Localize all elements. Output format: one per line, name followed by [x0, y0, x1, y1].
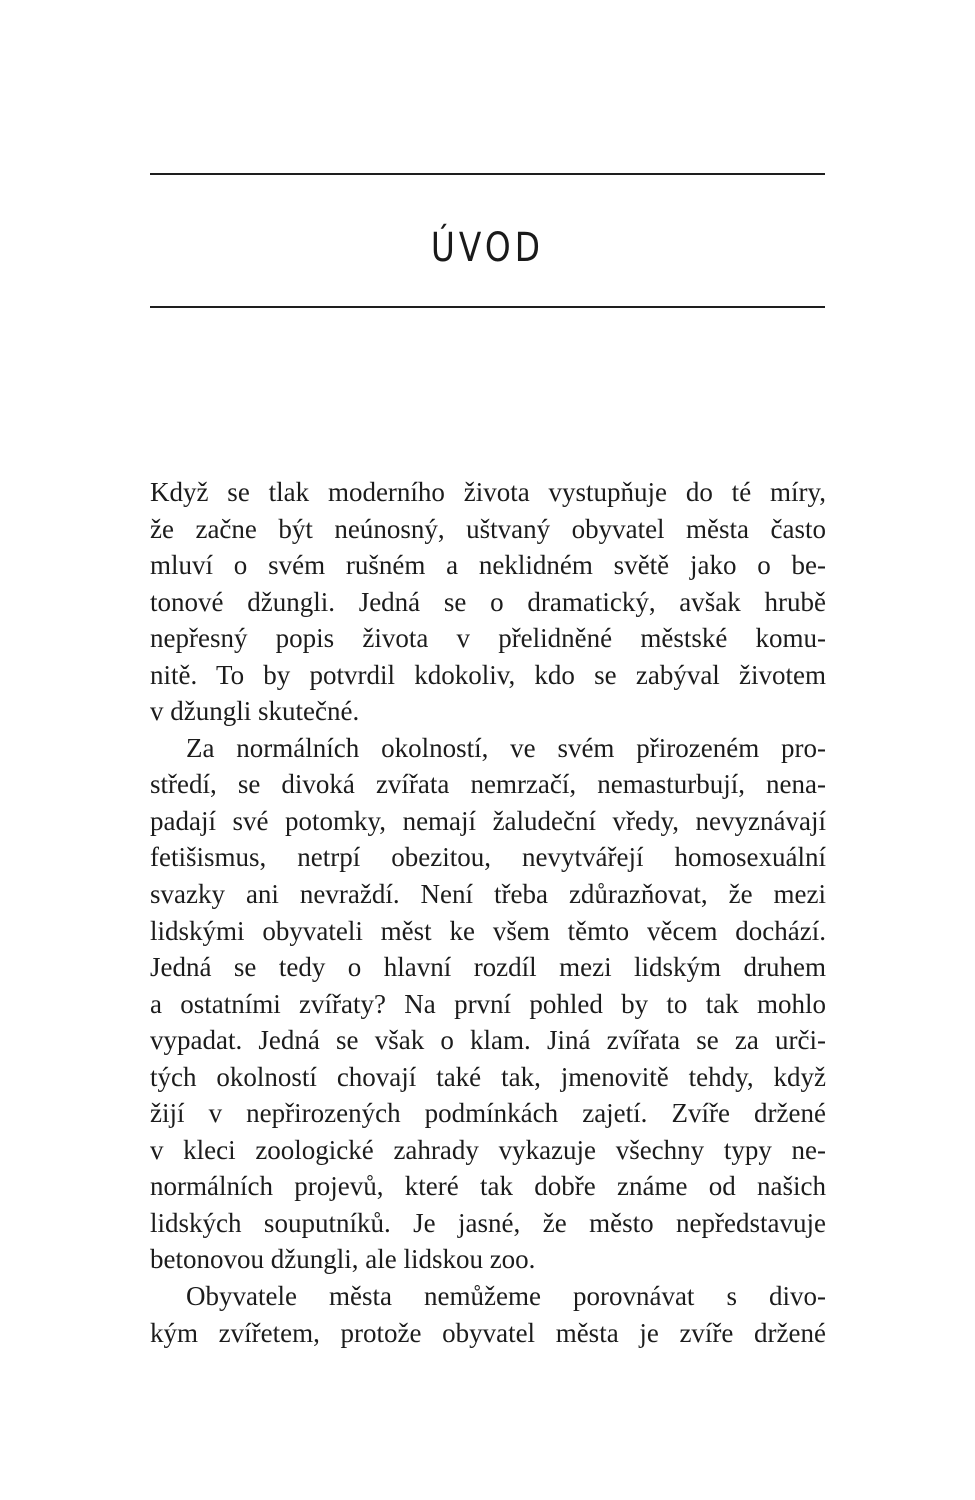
- paragraph-2: [150, 730, 826, 1278]
- text-line: nitě. To by potvrdil kdokoliv, kdo se zabýval životem: [150, 659, 826, 690]
- text-line: normálních projevů, které tak dobře známe od našich: [150, 1171, 826, 1202]
- paragraph-1: [150, 474, 826, 730]
- text-line: Za normálních okolností, ve svém přirozeném pro-: [186, 732, 826, 763]
- chapter-title: ÚVOD: [430, 225, 545, 271]
- text-line: vypadat. Jedná se však o klam. Jiná zvířata se za urči-: [150, 1025, 826, 1056]
- text-line: kým zvířetem, protože obyvatel města je zvíře držené: [150, 1317, 826, 1348]
- text-line: Obyvatele města nemůžeme porovnávat s divo-: [186, 1281, 826, 1312]
- text-line: nepřesný popis života v přelidněné městské komu-: [150, 623, 826, 654]
- text-line: padají své potomky, nemají žaludeční vředy, nevyznávají: [150, 805, 826, 836]
- text-line: lidskými obyvateli měst ke všem těmto věcem dochází.: [150, 915, 826, 946]
- body-text: [150, 474, 826, 1351]
- text-line: středí, se divoká zvířata nemrzačí, nemasturbují, nena-: [150, 769, 826, 800]
- text-line: v kleci zoologické zahrady vykazuje všechny typy ne-: [150, 1134, 826, 1165]
- text-line: mluví o svém rušném a neklidném světě jako o be-: [150, 550, 826, 581]
- text-line: a ostatními zvířaty? Na první pohled by to tak mohlo: [150, 988, 826, 1019]
- text-line: tých okolností chovají také tak, jmenovitě tehdy, když: [150, 1061, 826, 1092]
- text-line: fetišismus, netrpí obezitou, nevytvářejí homosexuální: [150, 842, 826, 873]
- text-line: svazky ani nevraždí. Není třeba zdůrazňovat, že mezi: [150, 879, 826, 910]
- text-line: žijí v nepřirozených podmínkách zajetí. Zvíře držené: [150, 1098, 826, 1129]
- text-line: tonové džungli. Jedná se o dramatický, avšak hrubě: [150, 586, 826, 617]
- bottom-rule-divider: [150, 306, 825, 308]
- text-line: v džungli skutečné.: [150, 696, 360, 727]
- paragraph-3: [150, 1278, 826, 1351]
- text-line: betonovou džungli, ale lidskou zoo.: [150, 1244, 536, 1275]
- top-rule-divider: [150, 173, 825, 175]
- text-line: Jedná se tedy o hlavní rozdíl mezi lidským druhem: [150, 952, 826, 983]
- text-line: lidských souputníků. Je jasné, že město nepředstavuje: [150, 1207, 826, 1238]
- text-line: Když se tlak moderního života vystupňuje do té míry,: [150, 477, 826, 507]
- text-line: že začne být neúnosný, uštvaný obyvatel města často: [150, 513, 826, 544]
